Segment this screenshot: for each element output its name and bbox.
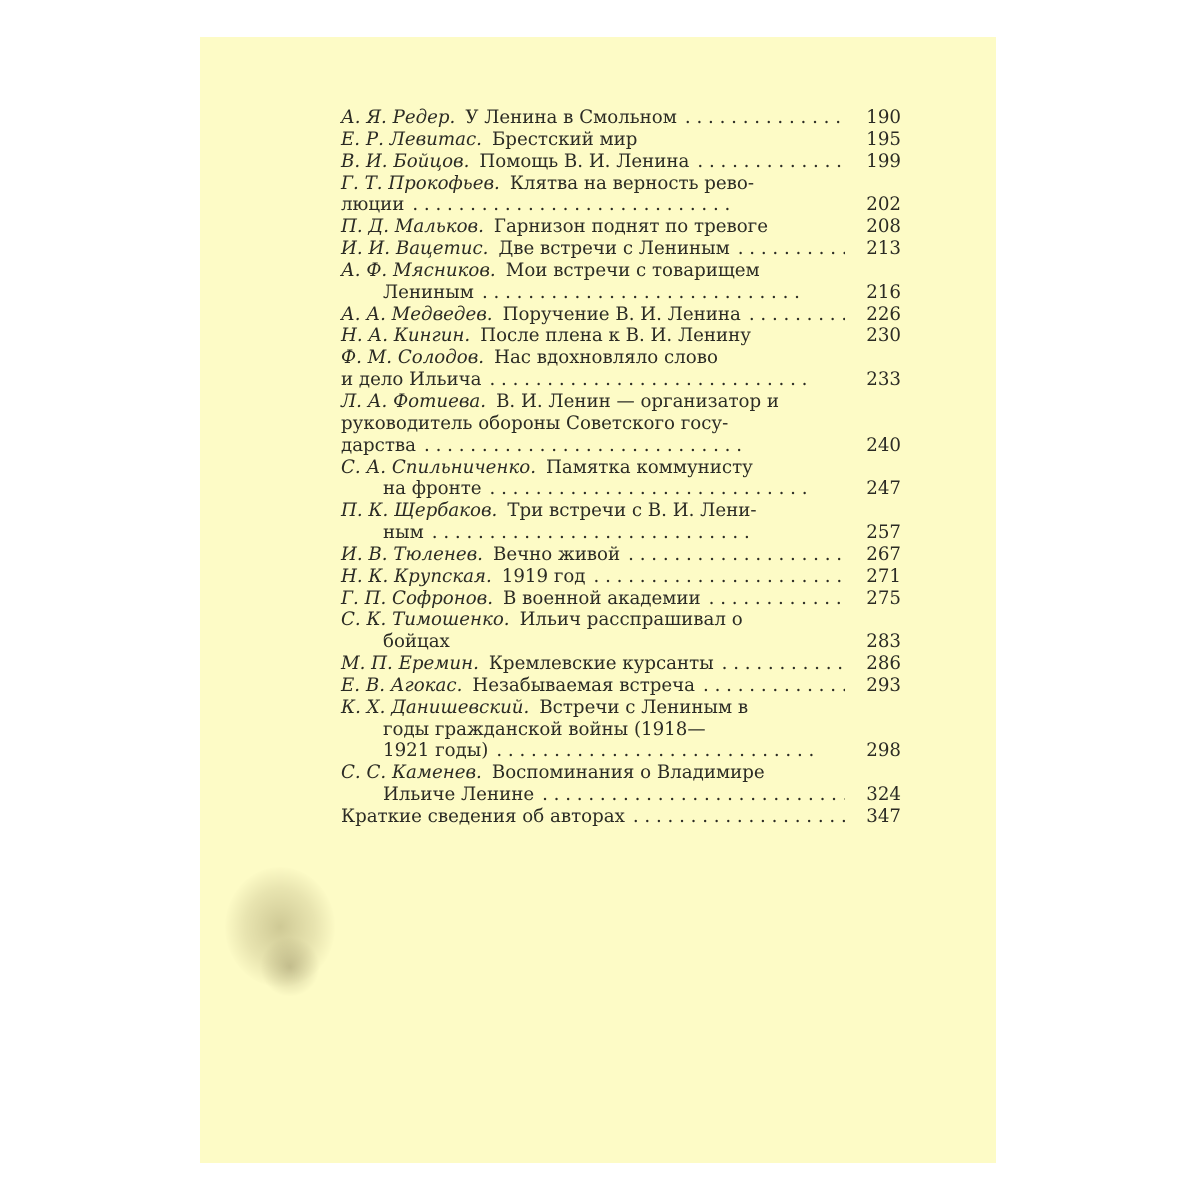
toc-entry	[341, 129, 901, 151]
entry-title: годы гражданской войны (1918—	[383, 718, 706, 740]
entry-author: Л. А. Фотиева.	[341, 390, 487, 412]
entry-page: 216	[866, 281, 901, 303]
toc-entry	[341, 697, 901, 719]
entry-author: Н. А. Кингин.	[341, 325, 471, 347]
entry-title: люции	[341, 194, 405, 216]
toc-entry-cont	[341, 522, 901, 544]
entry-page: 298	[866, 740, 901, 762]
toc-entry	[341, 325, 901, 347]
leader-dots	[424, 522, 845, 544]
entry-page: 233	[866, 369, 901, 391]
entry-page: 286	[866, 653, 901, 675]
entry-title: Воспоминания о Владимире	[491, 762, 765, 784]
entry-page: 240	[866, 434, 901, 456]
toc-entry-cont	[341, 369, 901, 391]
toc-entry	[341, 609, 901, 631]
toc-entry	[341, 762, 901, 784]
toc-entry-cont	[341, 413, 901, 435]
entry-author: М. П. Еремин.	[341, 653, 479, 675]
toc-entry	[341, 675, 901, 697]
entry-page: 230	[866, 325, 901, 347]
entry-author: В. И. Бойцов.	[341, 150, 470, 172]
page-stain-small	[260, 937, 320, 997]
entry-page: 257	[866, 522, 901, 544]
leader-dots	[481, 369, 845, 391]
entry-title: Кремлевские курсанты	[488, 653, 714, 675]
entry-title: 1921 годы)	[383, 740, 489, 762]
toc-entry-cont	[341, 478, 901, 500]
entry-title: и дело Ильича	[341, 369, 482, 391]
toc-entry	[341, 457, 901, 479]
entry-title: Клятва на верность рево-	[509, 172, 755, 194]
leader-dots	[689, 151, 845, 173]
entry-page: 247	[866, 478, 901, 500]
entry-title: Краткие сведения об авторах	[341, 806, 625, 827]
toc-entry	[341, 500, 901, 522]
entry-title: руководитель обороны Советского госу-	[341, 412, 729, 434]
toc-entry	[341, 260, 901, 282]
leader-dots	[701, 588, 845, 610]
entry-title: Ильиче Ленине	[383, 784, 535, 806]
entry-page: 271	[866, 565, 901, 587]
entry-title: Вечно живой	[492, 543, 621, 565]
entry-page: 190	[866, 107, 901, 128]
toc-entry	[341, 216, 901, 238]
entry-author: И. И. Вацетис.	[341, 238, 489, 260]
toc-entry	[341, 107, 901, 129]
toc-entry	[341, 588, 901, 610]
leader-dots	[620, 544, 845, 566]
page-stain	[225, 867, 335, 987]
toc-entry	[341, 566, 901, 588]
toc-entry	[341, 653, 901, 675]
entry-title: Памятка коммунисту	[545, 456, 753, 478]
entry-title: Гарнизон поднят по тревоге	[493, 216, 768, 238]
leader-dots	[741, 304, 845, 326]
leader-dots	[474, 282, 845, 304]
entry-author: Г. Т. Прокофьев.	[341, 172, 500, 194]
entry-author: А. Я. Редер.	[341, 107, 456, 128]
entry-title: Поручение В. И. Ленина	[502, 303, 741, 325]
toc-entry-cont	[341, 719, 901, 741]
entry-author: С. А. Спильниченко.	[341, 456, 536, 478]
entry-title: Мои встречи с товарищем	[505, 259, 760, 281]
entry-title: на фронте	[383, 478, 482, 500]
entry-page: 195	[866, 128, 901, 150]
entry-author: С. С. Каменев.	[341, 762, 482, 784]
toc-entry	[341, 173, 901, 195]
entry-author: П. К. Щербаков.	[341, 500, 498, 522]
leader-dots	[695, 675, 845, 697]
entry-author: С. К. Тимошенко.	[341, 609, 510, 631]
table-of-contents	[341, 107, 901, 828]
toc-entry	[341, 151, 901, 173]
leader-dots	[586, 566, 845, 588]
toc-entry	[341, 806, 901, 828]
leader-dots	[714, 653, 845, 675]
entry-author: А. А. Медведев.	[341, 303, 493, 325]
entry-title: Нас вдохновляло слово	[494, 347, 718, 369]
entry-title: дарства	[341, 434, 417, 456]
entry-title: Три встречи с В. И. Лени-	[507, 500, 757, 522]
entry-author: К. Х. Данишевский.	[341, 696, 530, 718]
entry-title: Встречи с Лениным в	[539, 696, 749, 718]
entry-author: Е. В. Агокас.	[341, 674, 463, 696]
entry-author: Ф. М. Солодов.	[341, 347, 485, 369]
entry-author: Г. П. Софронов.	[341, 587, 494, 609]
toc-entry-cont	[341, 194, 901, 216]
entry-title: 1919 год	[501, 565, 586, 587]
entry-page: 208	[866, 216, 901, 238]
entry-author: Н. К. Крупская.	[341, 565, 492, 587]
entry-title: Брестский мир	[491, 128, 638, 150]
entry-author: П. Д. Мальков.	[341, 216, 484, 238]
entry-author: И. В. Тюленев.	[341, 543, 483, 565]
entry-title: Ильич расспрашивал о	[519, 609, 743, 631]
entry-page: 293	[866, 674, 901, 696]
entry-page: 202	[866, 194, 901, 216]
entry-author: Е. Р. Левитас.	[341, 128, 482, 150]
entry-title: бойцах	[383, 631, 450, 653]
leader-dots	[404, 194, 845, 216]
entry-page: 283	[866, 631, 901, 653]
leader-dots	[534, 784, 845, 806]
toc-entry	[341, 391, 901, 413]
entry-title: Лениным	[383, 281, 474, 303]
toc-entry-cont	[341, 631, 901, 653]
toc-entry	[341, 304, 901, 326]
toc-entry-cont	[341, 282, 901, 304]
leader-dots	[482, 478, 845, 500]
entry-title: ным	[383, 522, 424, 544]
entry-page: 324	[866, 784, 901, 806]
leader-dots	[416, 435, 845, 457]
entry-page: 275	[866, 587, 901, 609]
toc-entry	[341, 347, 901, 369]
leader-dots	[625, 806, 845, 828]
entry-title: Две встречи с Лениным	[498, 238, 730, 260]
entry-title: После плена к В. И. Ленину	[480, 325, 751, 347]
toc-entry-cont	[341, 435, 901, 457]
toc-entry	[341, 238, 901, 260]
toc-entry-cont	[341, 740, 901, 762]
entry-title: У Ленина в Смольном	[465, 107, 677, 128]
entry-page: 213	[866, 238, 901, 260]
toc-entry-cont	[341, 784, 901, 806]
leader-dots	[488, 740, 845, 762]
entry-title: Помощь В. И. Ленина	[479, 150, 690, 172]
leader-dots	[730, 238, 845, 260]
entry-title: В. И. Ленин — организатор и	[496, 390, 779, 412]
entry-author: А. Ф. Мясников.	[341, 259, 496, 281]
entry-title: Незабываемая встреча	[472, 674, 696, 696]
entry-page: 226	[866, 303, 901, 325]
leader-dots	[677, 107, 845, 129]
entry-page: 267	[866, 543, 901, 565]
toc-entry	[341, 544, 901, 566]
entry-page: 199	[866, 150, 901, 172]
entry-title: В военной академии	[503, 587, 701, 609]
entry-page: 347	[866, 806, 901, 827]
